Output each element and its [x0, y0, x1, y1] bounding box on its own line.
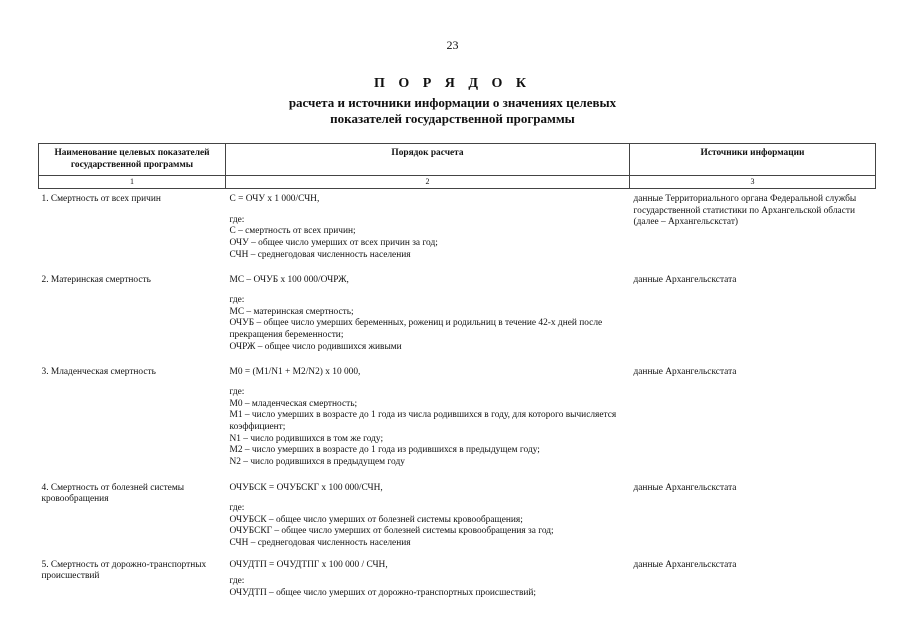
header-information-sources: Источники информации: [630, 144, 876, 176]
where-label: где:: [229, 295, 245, 306]
definition: М2 – число умерших в возрасте до 1 года из родившихся в предыдущем году;: [229, 445, 540, 456]
definition: N2 – число родившихся в предыдущем году: [229, 456, 405, 467]
information-source: данные Архангельскстата: [633, 559, 737, 570]
definition: СЧН – среднегодовая численность населения: [229, 249, 411, 260]
formula: М0 = (М1/N1 + М2/N2) х 10 000,: [229, 366, 361, 377]
formula: С = ОЧУ х 1 000/СЧН,: [229, 194, 320, 205]
table-row: [39, 356, 876, 473]
formula: ОЧУДТП = ОЧУДТПГ х 100 000 / СЧН,: [229, 559, 388, 570]
subtitle-line-1: расчета и источники информации о значениях целевых: [288, 95, 617, 110]
table-header-row: [39, 144, 876, 176]
where-label: где:: [229, 214, 245, 225]
subtitle-line-2: показателей государственной программы: [330, 111, 575, 126]
information-source: данные Архангельскстата: [633, 274, 737, 285]
indicator-name: 3. Младенческая смертность: [41, 366, 156, 377]
header-indicator-name: Наименование целевых показателей государственной программы: [39, 144, 226, 176]
definition: ОЧУБСК – общее число умерших от болезней системы кровообращения;: [229, 514, 523, 525]
definition: М0 – младенческая смертность;: [229, 398, 358, 409]
definition: ОЧУДТП – общее число умерших от дорожно-транспортных происшествий;: [229, 587, 537, 598]
calculation-cell: [226, 551, 630, 600]
calculation-cell: [226, 473, 630, 551]
formula: ОЧУБСК = ОЧУБСКГ х 100 000/СЧН,: [229, 482, 383, 493]
document-subtitle: [0, 95, 905, 127]
column-number-row: [39, 176, 876, 189]
calculation-cell: [226, 262, 630, 356]
definition: МС – материнская смертность;: [229, 306, 354, 317]
table-row: [39, 551, 876, 600]
table-row: [39, 189, 876, 262]
indicators-table: [38, 143, 876, 599]
calculation-cell: [226, 356, 630, 473]
indicator-name: 1. Смертность от всех причин: [41, 194, 161, 205]
where-label: где:: [229, 387, 245, 398]
definition: N1 – число родившихся в том же году;: [229, 433, 384, 444]
page-number: 23: [446, 38, 459, 52]
indicator-name: 5. Смертность от дорожно-транспортных происшествий: [41, 559, 207, 582]
definition: ОЧУБ – общее число умерших беременных, рожениц и родильниц в течение 42-х дней после прекращения беременности;: [229, 318, 603, 341]
column-number: 1: [39, 176, 226, 189]
column-number: 2: [226, 176, 630, 189]
where-label: где:: [229, 576, 245, 587]
where-label: где:: [229, 503, 245, 514]
table-row: [39, 473, 876, 551]
indicator-name: 2. Материнская смертность: [41, 274, 151, 285]
definition: СЧН – среднегодовая численность населения: [229, 538, 411, 549]
formula: МС – ОЧУБ х 100 000/ОЧРЖ,: [229, 274, 349, 285]
information-source: данные Территориального органа Федеральной службы государственной статистики по Архангельской области (далее – Архангельскстат): [633, 194, 857, 228]
header-calculation-order: Порядок расчета: [226, 144, 630, 176]
indicator-name: 4. Смертность от болезней системы кровообращения: [41, 482, 185, 505]
definition: ОЧУБСКГ – общее число умерших от болезней системы кровообращения за год;: [229, 526, 554, 537]
calculation-cell: [226, 189, 630, 262]
document-title: П О Р Я Д О К: [373, 76, 532, 91]
definition: ОЧУ – общее число умерших от всех причин за год;: [229, 237, 438, 248]
definition: М1 – число умерших в возрасте до 1 года из числа родившихся в году, для которого вычисляется коэффициент;: [229, 410, 617, 433]
information-source: данные Архангельскстата: [633, 366, 737, 377]
table-row: [39, 262, 876, 356]
column-number: 3: [630, 176, 876, 189]
definition: С – смертность от всех причин;: [229, 226, 356, 237]
information-source: данные Архангельскстата: [633, 482, 737, 493]
definition: ОЧРЖ – общее число родившихся живыми: [229, 341, 402, 352]
